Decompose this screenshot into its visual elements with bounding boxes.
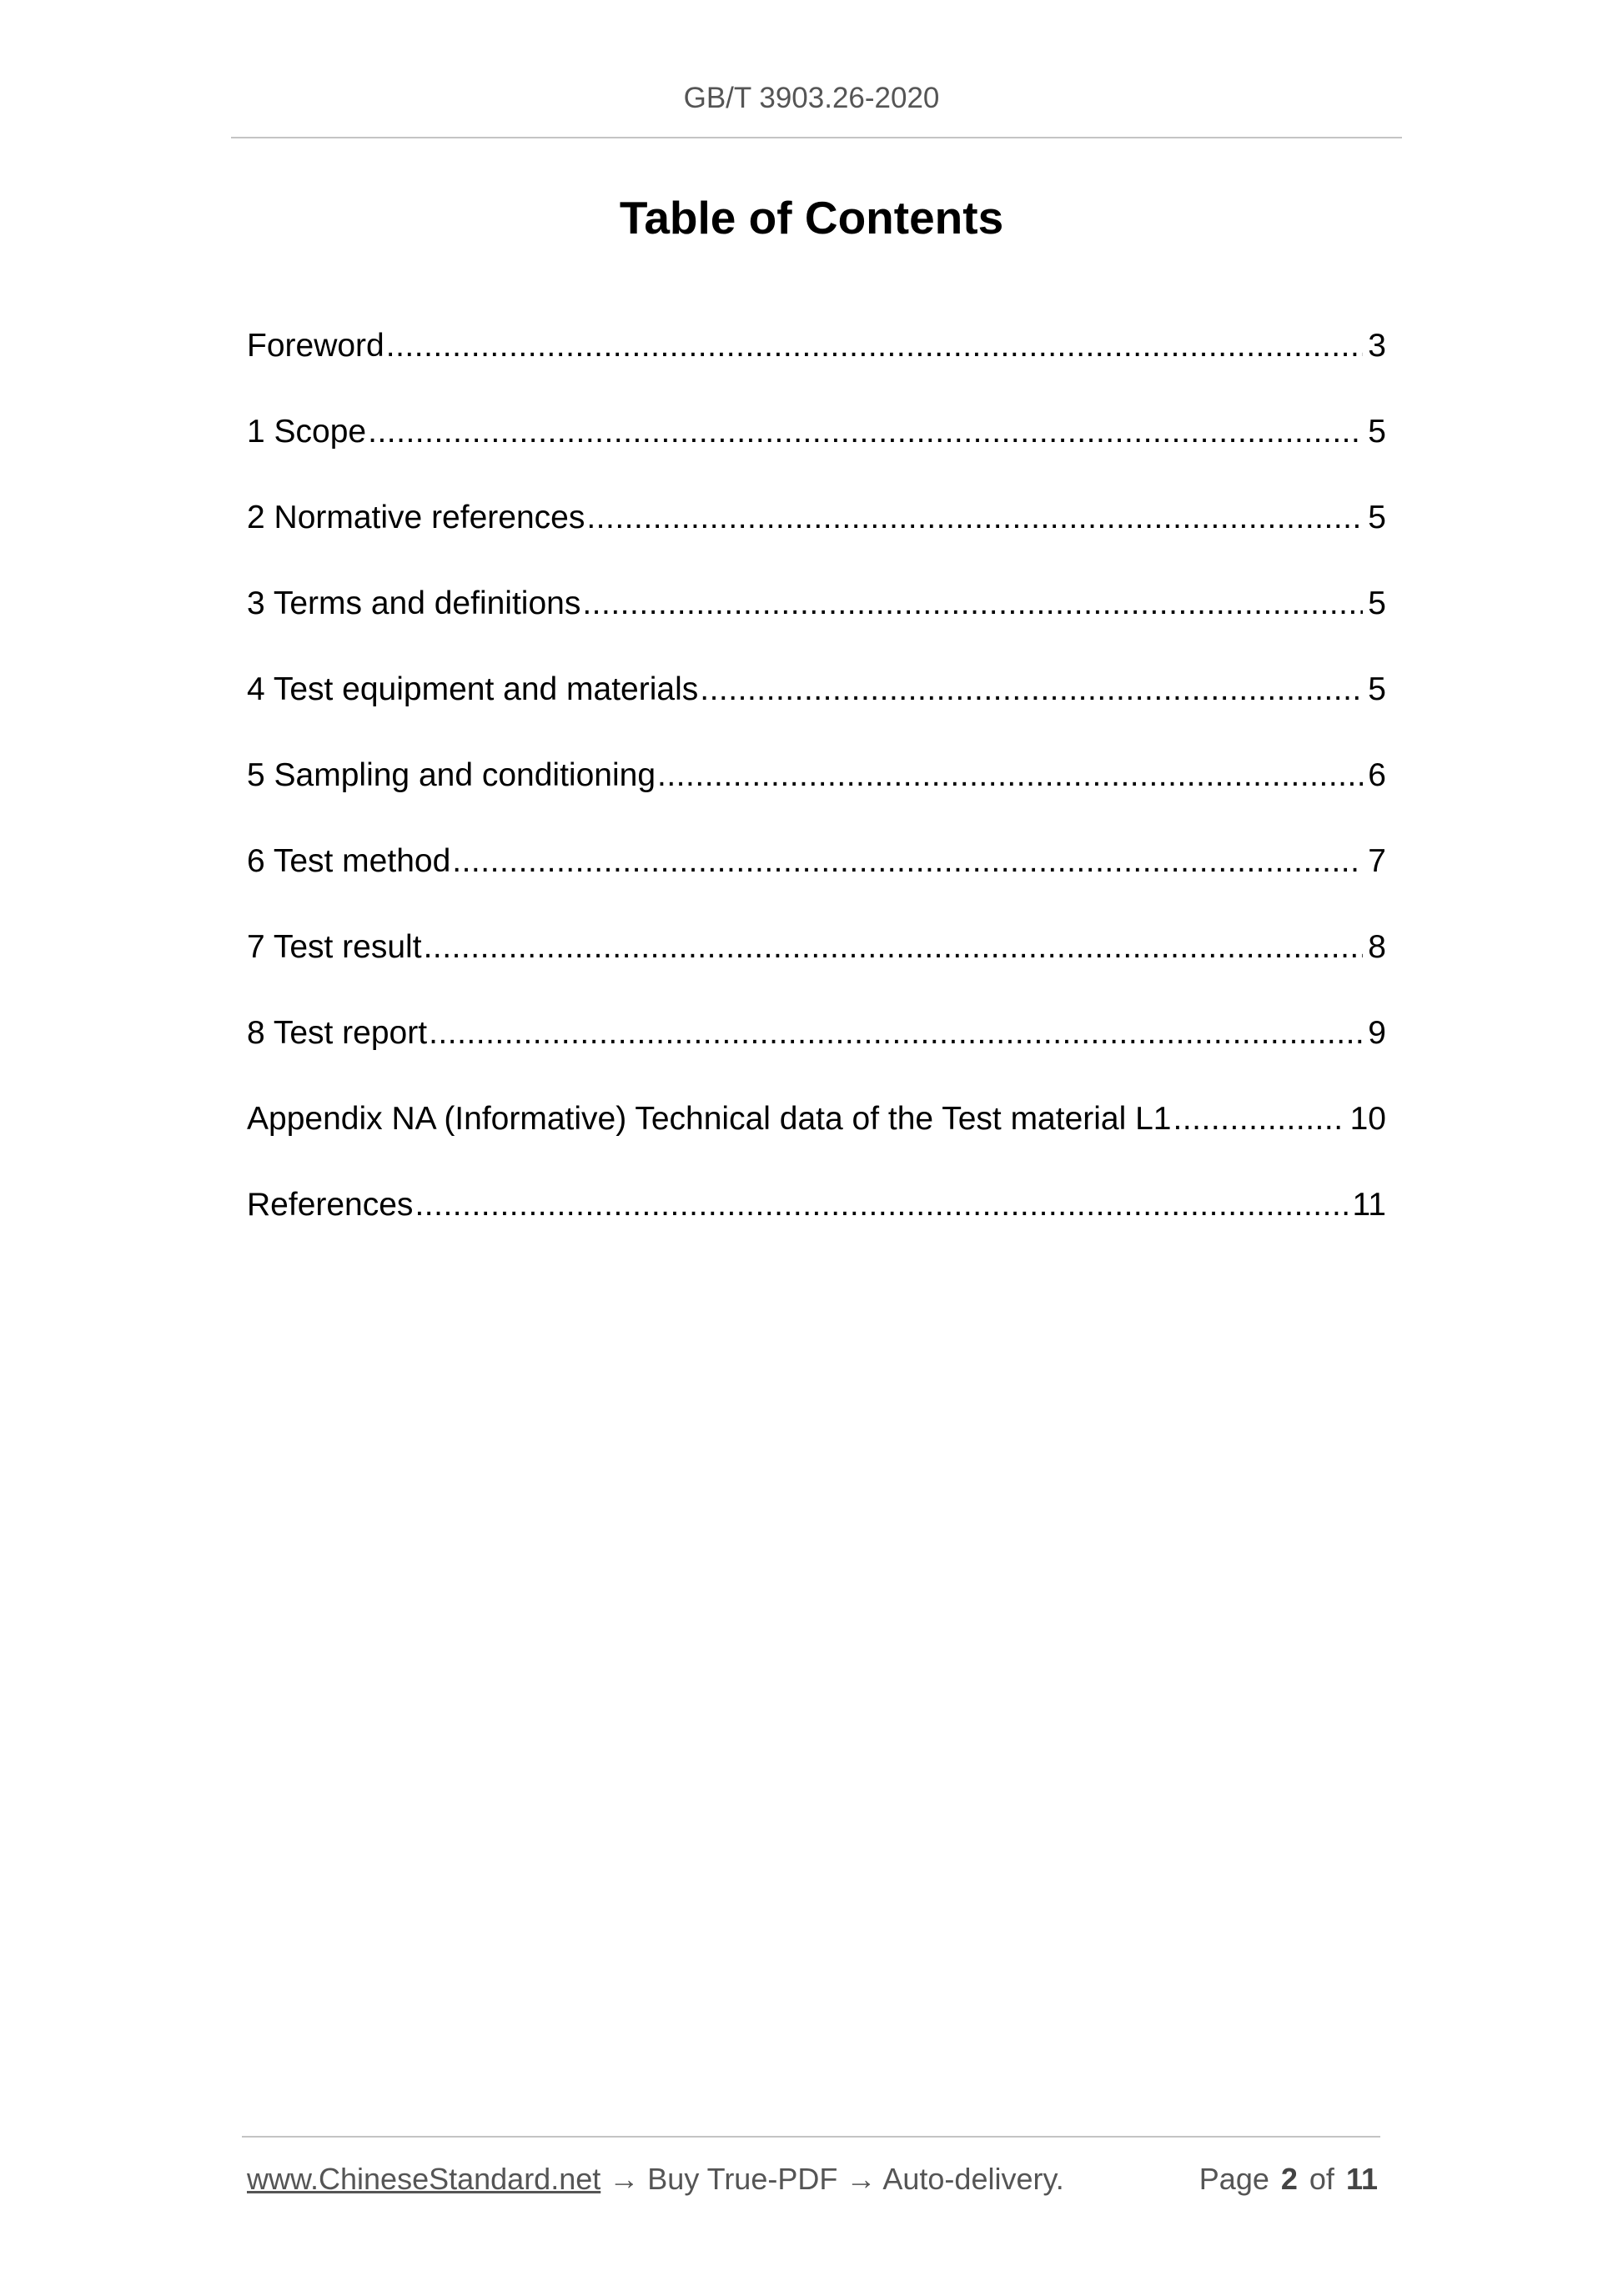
toc-entry-normative-references[interactable] [247, 493, 1386, 579]
toc-entry-test-report[interactable] [247, 1008, 1386, 1094]
toc-entry-test-equipment[interactable] [247, 665, 1386, 751]
toc-entry-appendix-na[interactable] [247, 1094, 1386, 1180]
toc-entry-page: 11 [1352, 1187, 1386, 1223]
toc-dot-leader [1173, 1094, 1345, 1144]
toc-entry-references[interactable] [247, 1180, 1386, 1266]
toc-entry-page: 3 [1368, 328, 1386, 364]
toc-dot-leader [386, 321, 1364, 371]
footer-divider [242, 2136, 1380, 2138]
page-counter [1199, 2158, 1378, 2200]
toc-entry-label: 7 Test result [247, 929, 422, 965]
toc-entry-page: 5 [1368, 671, 1386, 707]
toc-dot-leader [700, 665, 1363, 715]
toc-entry-label: 2 Normative references [247, 500, 585, 535]
toc-entry-foreword[interactable] [247, 321, 1386, 407]
page-title: Table of Contents [619, 192, 1004, 244]
toc-dot-leader [368, 407, 1363, 457]
toc-dot-leader [429, 1008, 1363, 1058]
toc-entry-page: 5 [1368, 585, 1386, 621]
footer-promo [247, 2158, 1064, 2200]
toc-entry-test-method[interactable] [247, 837, 1386, 922]
toc-list [247, 321, 1386, 1266]
toc-entry-label: 4 Test equipment and materials [247, 671, 699, 707]
toc-entry-label: Foreword [247, 328, 384, 364]
toc-dot-leader [424, 922, 1364, 972]
arrow-right-icon: → [846, 2162, 877, 2196]
toc-dot-leader [657, 751, 1363, 801]
buy-true-pdf-text: Buy True-PDF [647, 2162, 838, 2196]
toc-entry-label: 3 Terms and definitions [247, 585, 581, 621]
toc-entry-label: References [247, 1187, 414, 1223]
toc-entry-test-result[interactable] [247, 922, 1386, 1008]
toc-entry-label: Appendix NA (Informative) Technical data of the Test material L1 [247, 1101, 1172, 1137]
toc-entry-label: 5 Sampling and conditioning [247, 757, 656, 793]
toc-dot-leader [582, 579, 1363, 629]
site-link[interactable]: www.ChineseStandard.net [247, 2162, 601, 2196]
toc-entry-page: 8 [1368, 929, 1386, 965]
toc-entry-label: 8 Test report [247, 1015, 428, 1051]
auto-delivery-text: Auto-delivery. [882, 2162, 1064, 2196]
toc-entry-page: 6 [1368, 757, 1386, 793]
document-id-header: GB/T 3903.26-2020 [683, 82, 940, 114]
toc-entry-page: 5 [1368, 500, 1386, 535]
toc-entry-page: 9 [1368, 1015, 1386, 1051]
total-pages-number: 11 [1345, 2162, 1378, 2196]
toc-entry-page: 5 [1368, 414, 1386, 450]
toc-entry-scope[interactable] [247, 407, 1386, 493]
toc-entry-label: 6 Test method [247, 843, 451, 879]
toc-dot-leader [415, 1180, 1347, 1230]
toc-entry-terms-and-definitions[interactable] [247, 579, 1386, 665]
toc-entry-label: 1 Scope [247, 414, 367, 450]
arrow-right-icon: → [609, 2162, 640, 2196]
toc-dot-leader [452, 837, 1363, 887]
page-footer [247, 2158, 1378, 2200]
page-word: Page [1198, 2162, 1269, 2196]
of-word: of [1309, 2162, 1334, 2196]
current-page-number: 2 [1280, 2162, 1298, 2196]
toc-entry-page: 7 [1368, 843, 1386, 879]
toc-dot-leader [586, 493, 1363, 543]
toc-entry-sampling[interactable] [247, 751, 1386, 837]
header-divider [231, 137, 1402, 138]
toc-entry-page: 10 [1349, 1101, 1386, 1137]
